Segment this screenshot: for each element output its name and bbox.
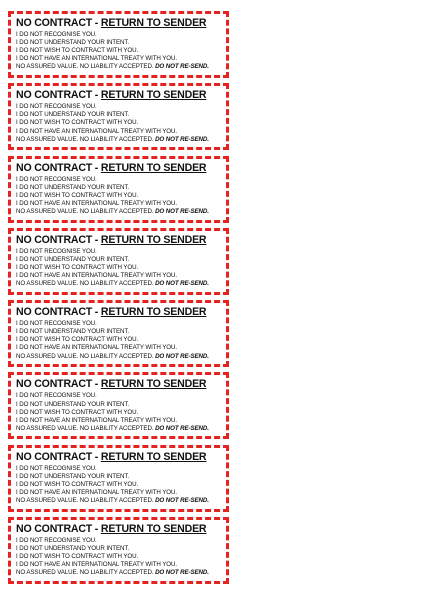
final-line-text: NO ASSURED VALUE. NO LIABILITY ACCEPTED. (16, 352, 156, 360)
label-heading (16, 17, 226, 30)
return-label (8, 83, 229, 150)
label-line: I DO NOT UNDERSTAND YOUR INTENT. (16, 400, 129, 408)
label-lines (16, 31, 226, 71)
return-label (8, 445, 229, 512)
heading-return-to-sender: RETURN TO SENDER (100, 523, 207, 536)
label-line: I DO NOT RECOGNISE YOU. (16, 103, 97, 111)
heading-prefix: NO CONTRACT - (16, 378, 101, 391)
label-line: I DO NOT WISH TO CONTRACT WITH YOU. (16, 553, 139, 561)
heading-prefix: NO CONTRACT - (16, 523, 101, 536)
label-final-line (16, 136, 226, 144)
label-line: I DO NOT RECOGNISE YOU. (16, 464, 97, 472)
label-heading (16, 451, 226, 464)
label-final-line (16, 208, 226, 216)
do-not-resend-text: DO NOT RE-SEND. (155, 569, 209, 577)
label-line: I DO NOT UNDERSTAND YOUR INTENT. (16, 328, 129, 336)
heading-prefix: NO CONTRACT - (16, 89, 101, 102)
label-line: I DO NOT UNDERSTAND YOUR INTENT. (16, 545, 129, 553)
label-line: I DO NOT WISH TO CONTRACT WITH YOU. (16, 408, 139, 416)
label-line: I DO NOT UNDERSTAND YOUR INTENT. (16, 183, 129, 191)
label-line: I DO NOT UNDERSTAND YOUR INTENT. (16, 111, 129, 119)
do-not-resend-text: DO NOT RE-SEND. (155, 207, 209, 215)
do-not-resend-text: DO NOT RE-SEND. (155, 424, 209, 432)
heading-prefix: NO CONTRACT - (16, 450, 101, 463)
label-line: I DO NOT WISH TO CONTRACT WITH YOU. (16, 119, 139, 127)
final-line-text: NO ASSURED VALUE. NO LIABILITY ACCEPTED. (16, 497, 156, 505)
return-label (8, 228, 229, 295)
label-line: I DO NOT RECOGNISE YOU. (16, 320, 97, 328)
label-line: I DO NOT WISH TO CONTRACT WITH YOU. (16, 336, 139, 344)
label-line: I DO NOT HAVE AN INTERNATIONAL TREATY WITH YOU. (16, 489, 178, 497)
label-final-line (16, 63, 226, 71)
label-final-line (16, 425, 226, 433)
label-line: I DO NOT UNDERSTAND YOUR INTENT. (16, 255, 129, 263)
heading-prefix: NO CONTRACT - (16, 233, 101, 246)
label-line: I DO NOT HAVE AN INTERNATIONAL TREATY WITH YOU. (16, 127, 178, 135)
label-heading (16, 378, 226, 391)
final-line-text: NO ASSURED VALUE. NO LIABILITY ACCEPTED. (16, 63, 156, 71)
final-line-text: NO ASSURED VALUE. NO LIABILITY ACCEPTED. (16, 207, 156, 215)
label-line: I DO NOT UNDERSTAND YOUR INTENT. (16, 472, 129, 480)
label-heading (16, 162, 226, 175)
label-sheet (8, 11, 229, 589)
heading-return-to-sender: RETURN TO SENDER (100, 89, 207, 102)
label-heading (16, 523, 226, 536)
label-line: I DO NOT RECOGNISE YOU. (16, 175, 97, 183)
label-lines (16, 176, 226, 216)
label-line: I DO NOT HAVE AN INTERNATIONAL TREATY WITH YOU. (16, 416, 178, 424)
label-line: I DO NOT HAVE AN INTERNATIONAL TREATY WITH YOU. (16, 561, 178, 569)
label-line: I DO NOT WISH TO CONTRACT WITH YOU. (16, 191, 139, 199)
final-line-text: NO ASSURED VALUE. NO LIABILITY ACCEPTED. (16, 569, 156, 577)
heading-prefix: NO CONTRACT - (16, 161, 101, 174)
label-line: I DO NOT UNDERSTAND YOUR INTENT. (16, 39, 129, 47)
label-lines (16, 465, 226, 505)
label-line: I DO NOT HAVE AN INTERNATIONAL TREATY WITH YOU. (16, 199, 178, 207)
heading-return-to-sender: RETURN TO SENDER (100, 161, 207, 174)
heading-prefix: NO CONTRACT - (16, 17, 101, 29)
do-not-resend-text: DO NOT RE-SEND. (155, 352, 209, 360)
heading-prefix: NO CONTRACT - (16, 306, 101, 319)
return-label (8, 372, 229, 439)
heading-return-to-sender: RETURN TO SENDER (100, 233, 207, 246)
label-final-line (16, 497, 226, 505)
label-heading (16, 89, 226, 102)
label-heading (16, 234, 226, 247)
heading-return-to-sender: RETURN TO SENDER (100, 450, 207, 463)
do-not-resend-text: DO NOT RE-SEND. (155, 63, 209, 71)
label-final-line (16, 280, 226, 288)
label-line: I DO NOT RECOGNISE YOU. (16, 247, 97, 255)
final-line-text: NO ASSURED VALUE. NO LIABILITY ACCEPTED. (16, 280, 156, 288)
heading-return-to-sender: RETURN TO SENDER (100, 306, 207, 319)
label-lines (16, 248, 226, 288)
label-line: I DO NOT RECOGNISE YOU. (16, 31, 97, 38)
label-heading (16, 306, 226, 319)
label-final-line (16, 353, 226, 361)
do-not-resend-text: DO NOT RE-SEND. (155, 280, 209, 288)
do-not-resend-text: DO NOT RE-SEND. (155, 135, 209, 143)
label-lines (16, 320, 226, 360)
heading-return-to-sender: RETURN TO SENDER (100, 378, 207, 391)
label-line: I DO NOT HAVE AN INTERNATIONAL TREATY WITH YOU. (16, 55, 178, 63)
label-line: I DO NOT WISH TO CONTRACT WITH YOU. (16, 264, 139, 272)
label-line: I DO NOT WISH TO CONTRACT WITH YOU. (16, 47, 139, 55)
label-line: I DO NOT WISH TO CONTRACT WITH YOU. (16, 480, 139, 488)
return-label (8, 300, 229, 367)
label-lines (16, 392, 226, 432)
label-line: I DO NOT RECOGNISE YOU. (16, 392, 97, 400)
heading-return-to-sender: RETURN TO SENDER (100, 17, 207, 29)
final-line-text: NO ASSURED VALUE. NO LIABILITY ACCEPTED. (16, 424, 156, 432)
return-label (8, 156, 229, 223)
label-line: I DO NOT HAVE AN INTERNATIONAL TREATY WITH YOU. (16, 272, 178, 280)
label-line: I DO NOT RECOGNISE YOU. (16, 537, 97, 545)
final-line-text: NO ASSURED VALUE. NO LIABILITY ACCEPTED. (16, 135, 156, 143)
label-lines (16, 103, 226, 143)
return-label (8, 517, 229, 584)
do-not-resend-text: DO NOT RE-SEND. (155, 497, 209, 505)
label-final-line (16, 569, 226, 577)
label-line: I DO NOT HAVE AN INTERNATIONAL TREATY WITH YOU. (16, 344, 178, 352)
return-label (8, 11, 229, 78)
label-lines (16, 537, 226, 577)
